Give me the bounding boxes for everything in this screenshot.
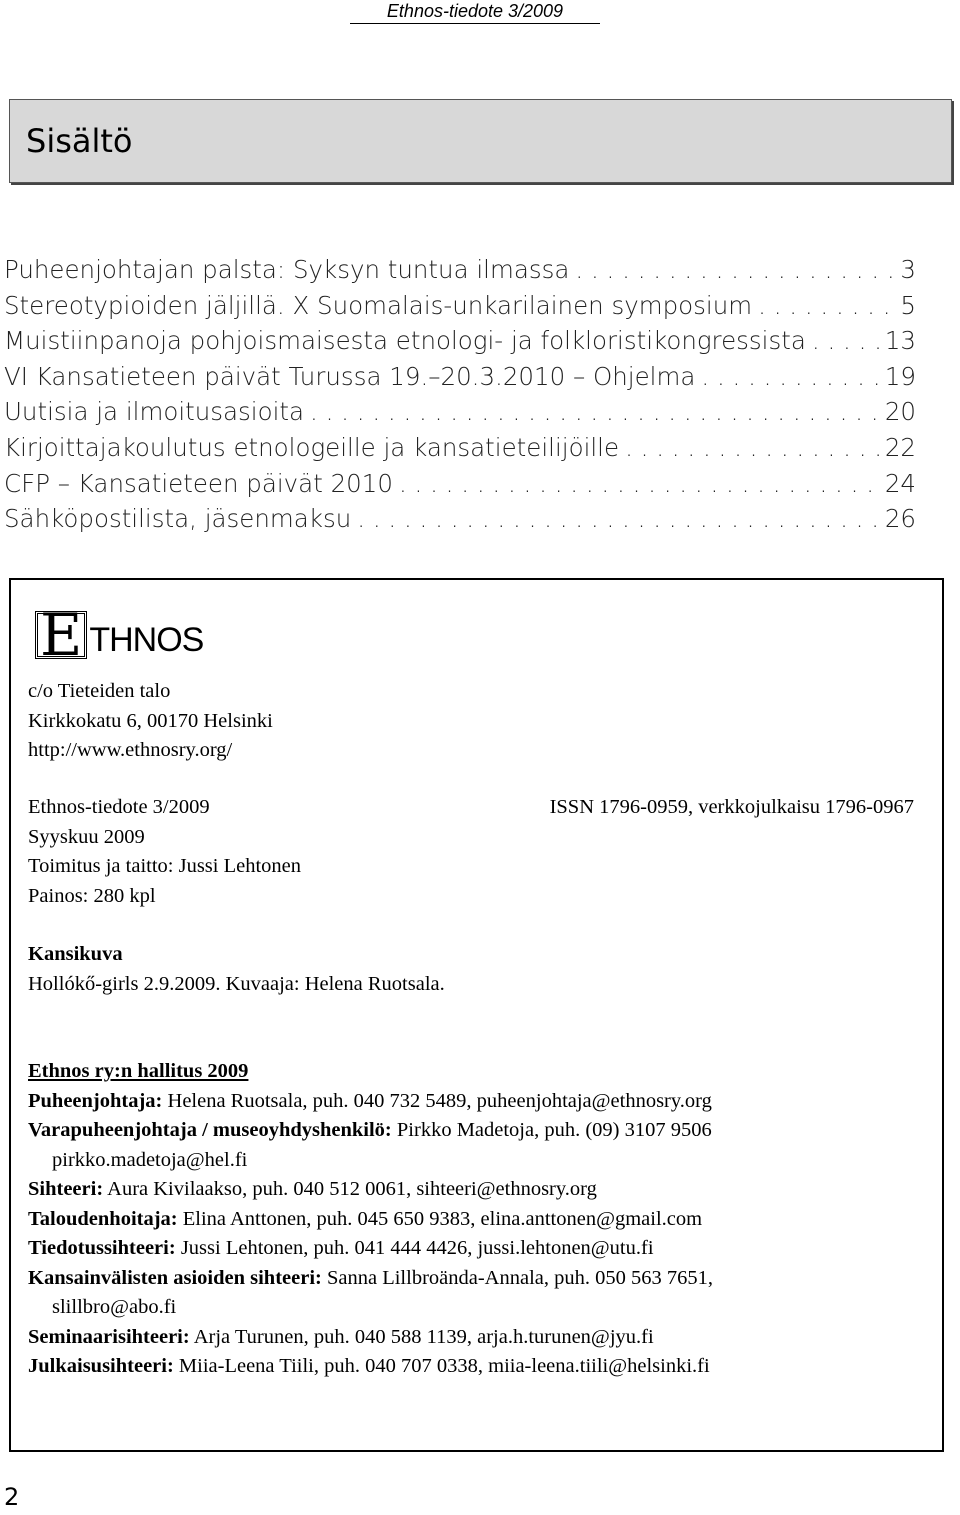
member-details: Helena Ruotsala, puh. 040 732 5489, puheenjohtaja@ethnosry.org <box>162 1089 712 1112</box>
address-line: Kirkkokatu 6, 00170 Helsinki <box>28 709 273 732</box>
publication-line: Painos: 280 kpl <box>28 884 156 907</box>
board-heading: Ethnos ry:n hallitus 2009 <box>28 1060 249 1082</box>
toc-leader-dots <box>758 288 894 324</box>
member-details: Jussi Lehtonen, puh. 041 444 4426, jussi.lehtonen@utu.fi <box>175 1237 654 1259</box>
cover-text: Hollókő-girls 2.9.2009. Kuvaaja: Helena Ruotsala. <box>28 972 445 995</box>
toc-entry-title: Kirjoittajakoulutus etnologeille ja kansatieteilijöille <box>4 432 620 462</box>
member-role: Sihteeri: <box>28 1178 104 1200</box>
member-role: Kansainvälisten asioiden sihteeri: <box>28 1266 322 1289</box>
toc-entry[interactable] <box>4 394 916 430</box>
publication-line: Syyskuu 2009 <box>28 825 145 848</box>
toc-entry-title: VI Kansatieteen päivät Turussa 19.–20.3.2010 – Ohjelma <box>4 361 696 391</box>
page-title: Sisältö <box>26 122 133 160</box>
board-member <box>28 1264 713 1294</box>
board-member <box>28 1175 713 1205</box>
toc-entry-page: 19 <box>884 361 916 391</box>
toc-entry-page: 22 <box>884 432 916 462</box>
toc-entry-page: 26 <box>884 504 916 534</box>
toc-entry-title: Stereotypioiden jäljillä. X Suomalais-unkarilainen symposium <box>4 290 753 320</box>
member-role: Varapuheenjohtaja / museoyhdyshenkilö: <box>28 1119 392 1141</box>
toc-leader-dots <box>399 466 879 502</box>
address-line: c/o Tieteiden talo <box>28 680 171 702</box>
board-member <box>28 1234 713 1264</box>
member-role: Taloudenhoitaja: <box>28 1207 178 1230</box>
toc-leader-dots <box>310 394 879 430</box>
toc-leader-dots <box>701 359 878 395</box>
publication-info <box>28 793 301 911</box>
toc-entry-title: CFP – Kansatieteen päivät 2010 <box>4 468 393 498</box>
member-details-continued: slillbro@abo.fi <box>52 1296 177 1318</box>
toc-entry-title: Muistiinpanoja pohjoismaisesta etnologi- ja folkloristikongressista <box>4 326 806 356</box>
colophon-box <box>9 578 944 1452</box>
toc-entry[interactable] <box>4 501 916 537</box>
address-block <box>28 677 273 766</box>
toc-entry-title: Puheenjohtajan palsta: Syksyn tuntua ilmassa <box>4 255 570 284</box>
member-details: Sanna Lillbroända-Annala, puh. 050 563 7651, <box>321 1266 713 1289</box>
toc-entry-page: 3 <box>900 255 916 284</box>
cover-heading: Kansikuva <box>28 943 123 965</box>
member-details: Arja Turunen, puh. 040 588 1139, arja.h.turunen@jyu.fi <box>189 1325 654 1348</box>
toc-entry-title: Uutisia ja ilmoitusasioita <box>4 397 305 427</box>
website-link[interactable]: http://www.ethnosry.org/ <box>28 739 233 761</box>
toc-leader-dots <box>625 430 879 466</box>
toc-leader-dots <box>357 501 879 537</box>
table-of-contents <box>4 252 916 537</box>
toc-entry[interactable] <box>4 466 916 502</box>
toc-entry-page: 13 <box>884 326 916 356</box>
member-details: Elina Anttonen, puh. 045 650 9383, elina.anttonen@gmail.com <box>177 1207 703 1230</box>
toc-entry[interactable] <box>4 323 916 359</box>
toc-leader-dots <box>575 252 894 288</box>
cover-info <box>28 940 445 999</box>
toc-leader-dots <box>812 323 879 359</box>
publication-line: Ethnos-tiedote 3/2009 <box>28 796 210 818</box>
toc-entry[interactable] <box>4 359 916 395</box>
page-number: 2 <box>4 1483 20 1511</box>
member-role: Seminaarisihteeri: <box>28 1325 190 1348</box>
member-details: Aura Kivilaakso, puh. 040 512 0061, sihteeri@ethnosry.org <box>103 1178 597 1200</box>
board-member <box>28 1323 713 1353</box>
member-role: Puheenjohtaja: <box>28 1089 163 1112</box>
toc-entry[interactable] <box>4 252 916 288</box>
member-role: Julkaisusihteeri: <box>28 1355 174 1377</box>
member-details: Pirkko Madetoja, puh. (09) 3107 9506 <box>391 1119 712 1141</box>
title-box <box>9 99 952 183</box>
toc-entry-page: 5 <box>900 290 916 320</box>
board-member <box>28 1087 713 1117</box>
board-member <box>28 1205 713 1235</box>
board-member <box>28 1352 713 1382</box>
running-header: Ethnos-tiedote 3/2009 <box>350 0 600 24</box>
toc-entry-page: 20 <box>884 397 916 427</box>
logo-initial: E <box>35 611 87 659</box>
logo-text: THNOS <box>89 621 204 659</box>
toc-entry-page: 24 <box>884 468 916 498</box>
toc-entry-title: Sähköpostilista, jäsenmaksu <box>4 504 352 534</box>
toc-entry[interactable] <box>4 430 916 466</box>
ethnos-logo <box>35 601 204 669</box>
issn-text: ISSN 1796-0959, verkkojulkaisu 1796-0967 <box>549 796 914 818</box>
member-details-continued: pirkko.madetoja@hel.fi <box>52 1148 248 1171</box>
toc-entry[interactable] <box>4 288 916 324</box>
member-details: Miia-Leena Tiili, puh. 040 707 0338, miia-leena.tiili@helsinki.fi <box>173 1355 710 1377</box>
member-role: Tiedotussihteeri: <box>28 1237 176 1259</box>
board-member <box>28 1116 713 1146</box>
publication-line: Toimitus ja taitto: Jussi Lehtonen <box>28 855 302 877</box>
board-list <box>28 1057 713 1382</box>
